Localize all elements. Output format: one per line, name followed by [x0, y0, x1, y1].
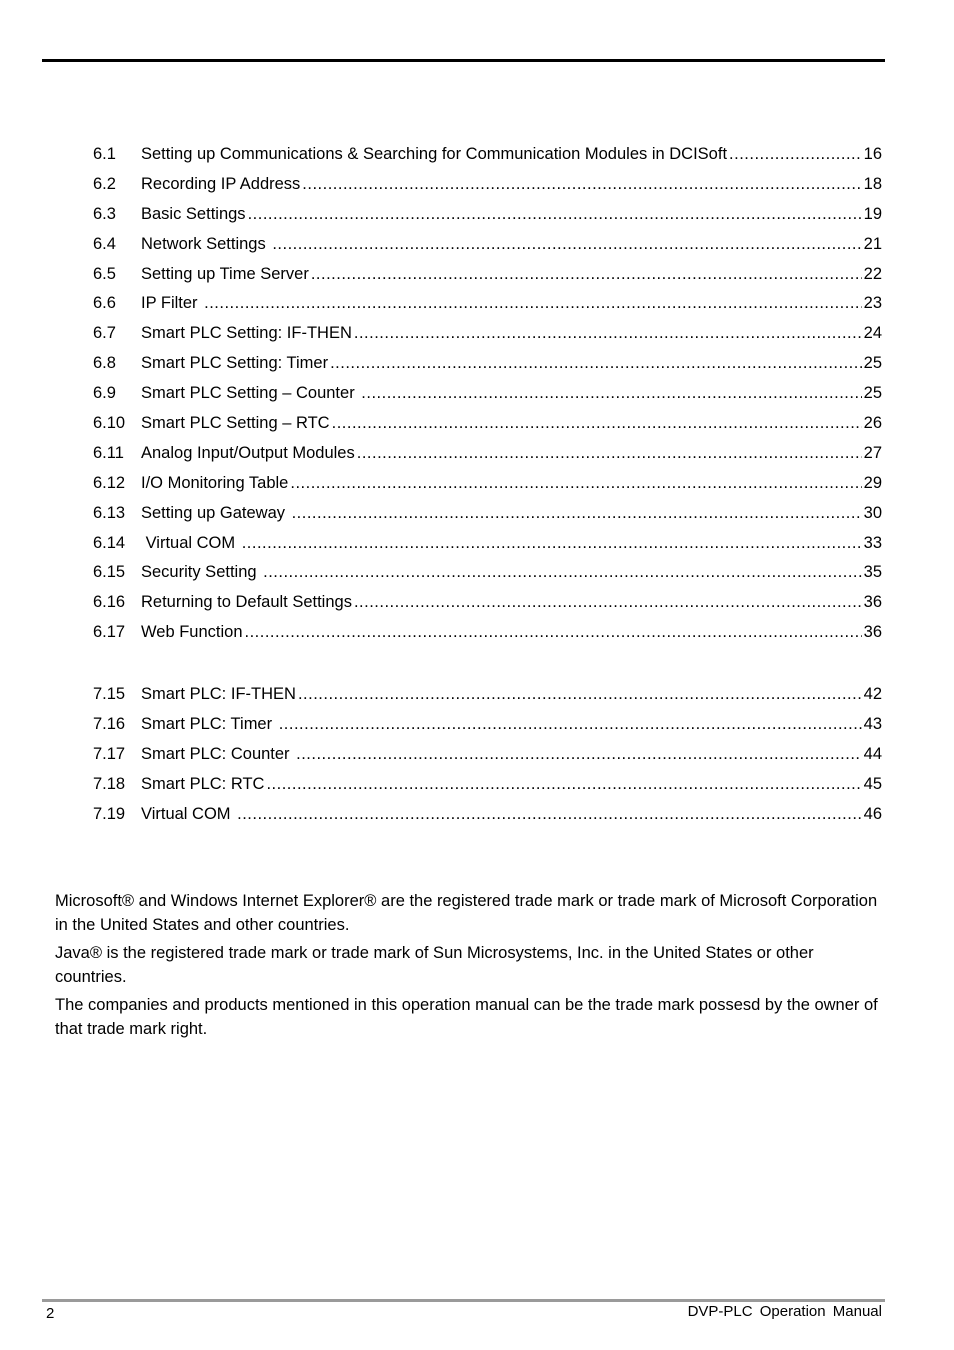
toc-entry-number: 6.13	[93, 503, 126, 522]
toc-entry-page: 29	[863, 473, 882, 492]
toc-dot-leader	[354, 592, 862, 612]
toc-entry[interactable]	[93, 774, 882, 804]
toc-entry-title: Smart PLC: IF-THEN	[141, 685, 296, 703]
toc-entry-page: 21	[863, 234, 882, 253]
toc-dot-leader	[237, 804, 862, 824]
toc-dot-leader	[354, 323, 862, 343]
toc-entry-title: Basic Settings	[141, 204, 246, 223]
toc-entry-title: Smart PLC: RTC	[141, 774, 265, 793]
toc-entry[interactable]	[93, 293, 882, 323]
toc-entry-page: 22	[863, 264, 882, 283]
toc-entry[interactable]	[93, 533, 882, 563]
trademark-notes	[55, 889, 885, 1045]
trademark-note-java: Java® is the registered trade mark or trade mark of Sun Microsystems, Inc. in the United States or other countries.	[55, 944, 814, 986]
toc-entry-number: 6.4	[93, 234, 116, 253]
toc-entry-page: 25	[863, 384, 882, 403]
toc-dot-leader	[248, 204, 862, 224]
toc-entry-title: Recording IP Address	[141, 174, 301, 193]
toc-entry-number: 6.6	[93, 294, 116, 313]
toc-entry-number: 6.3	[93, 204, 116, 223]
toc-entry-title: Setting up Time Server	[141, 264, 309, 283]
toc-dot-leader	[311, 264, 862, 284]
toc-entry-title: Setting up Gateway	[141, 503, 290, 522]
toc-dot-leader	[242, 533, 862, 553]
toc-entry-title: Network Settings	[141, 234, 271, 253]
toc-entry-page: 26	[863, 414, 882, 433]
footer-rule	[42, 1299, 885, 1302]
toc-entry[interactable]	[93, 503, 882, 533]
toc-section-7	[93, 684, 882, 833]
toc-entry[interactable]	[93, 622, 882, 652]
toc-dot-leader	[302, 174, 861, 194]
toc-dot-leader	[272, 234, 861, 254]
toc-entry-number: 6.10	[93, 414, 126, 433]
toc-entry[interactable]	[93, 353, 882, 383]
toc-entry-page: 43	[863, 714, 882, 733]
toc-entry[interactable]	[93, 174, 882, 204]
toc-entry-title: Smart PLC Setting: Timer	[141, 354, 329, 373]
toc-entry-page: 42	[863, 685, 882, 703]
toc-dot-leader	[290, 473, 861, 493]
toc-entry[interactable]	[93, 714, 882, 744]
toc-entry-number: 6.1	[93, 145, 116, 163]
toc-entry-number: 6.5	[93, 264, 116, 283]
toc-entry-title: Security Setting	[141, 563, 262, 582]
toc-entry-page: 45	[863, 774, 882, 793]
toc-entry[interactable]	[93, 684, 882, 714]
toc-dot-leader	[204, 293, 862, 313]
toc-entry-page: 24	[863, 324, 882, 343]
toc-entry-number: 6.17	[93, 623, 126, 642]
trademark-note-microsoft: Microsoft® and Windows Internet Explorer® are the registered trade mark or trade mark of Microsoft Corporation in the United States and other countries.	[55, 892, 878, 934]
toc-entry-page: 36	[863, 593, 882, 612]
toc-entry-title: Virtual COM	[141, 533, 240, 552]
toc-entry-number: 6.8	[93, 354, 116, 373]
toc-entry-title: Returning to Default Settings	[141, 593, 352, 612]
toc-entry-number: 7.18	[93, 774, 126, 793]
toc-entry-title: Setting up Communications & Searching for Communication Modules in DCISoft	[141, 145, 728, 163]
toc-entry[interactable]	[93, 264, 882, 294]
toc-dot-leader	[245, 622, 862, 642]
toc-entry[interactable]	[93, 443, 882, 473]
toc-entry-title: Analog Input/Output Modules	[141, 443, 355, 462]
toc-dot-leader	[292, 503, 862, 523]
toc-entry-page: 16	[863, 145, 882, 163]
toc-entry-page: 30	[863, 503, 882, 522]
toc-entry[interactable]	[93, 234, 882, 264]
toc-entry-number: 6.12	[93, 473, 126, 492]
toc-dot-leader	[298, 684, 862, 704]
toc-entry[interactable]	[93, 204, 882, 234]
toc-dot-leader	[330, 353, 862, 373]
toc-section-6	[93, 144, 882, 652]
toc-entry-page: 25	[863, 354, 882, 373]
toc-entry-page: 27	[863, 443, 882, 462]
toc-entry[interactable]	[93, 592, 882, 622]
toc-entry-title: Smart PLC: Timer	[141, 714, 277, 733]
toc-entry[interactable]	[93, 804, 882, 834]
toc-entry[interactable]	[93, 744, 882, 774]
toc-entry[interactable]	[93, 413, 882, 443]
header-rule	[42, 59, 885, 62]
toc-entry-title: Smart PLC Setting – Counter	[141, 384, 360, 403]
toc-entry-page: 46	[863, 804, 882, 823]
toc-dot-leader	[279, 714, 862, 734]
toc-dot-leader	[263, 562, 862, 582]
toc-dot-leader	[296, 744, 862, 764]
toc-entry-page: 33	[863, 533, 882, 552]
toc-entry-title: Virtual COM	[141, 804, 236, 823]
toc-entry-title: Smart PLC Setting: IF-THEN	[141, 324, 352, 343]
toc-dot-leader	[332, 413, 862, 433]
toc-entry-number: 6.11	[93, 443, 124, 462]
manual-title: DVP-PLC Operation Manual	[687, 1303, 882, 1320]
toc-entry-page: 18	[863, 174, 882, 193]
toc-dot-leader	[266, 774, 861, 794]
toc-entry-number: 6.9	[93, 384, 116, 403]
toc-entry-number: 6.15	[93, 563, 126, 582]
toc-dot-leader	[357, 443, 862, 463]
toc-entry-page: 23	[863, 294, 882, 313]
toc-entry-number: 6.14	[93, 533, 126, 552]
toc-dot-leader	[729, 144, 862, 164]
toc-entry-title: IP Filter	[141, 294, 203, 313]
toc-entry-number: 6.7	[93, 324, 116, 343]
toc-entry[interactable]	[93, 383, 882, 413]
trademark-note-companies: The companies and products mentioned in this operation manual can be the trade mark possesd by the owner of that trade mark right.	[55, 996, 878, 1038]
toc-dot-leader	[361, 383, 861, 403]
toc-entry-page: 44	[863, 744, 882, 763]
toc-entry-number: 6.16	[93, 593, 126, 612]
toc-entry-number: 7.17	[93, 744, 126, 763]
toc-entry-page: 35	[863, 563, 882, 582]
toc-entry-title: Smart PLC Setting – RTC	[141, 414, 330, 433]
toc-entry-number: 6.2	[93, 174, 116, 193]
toc-entry-title: Web Function	[141, 623, 243, 642]
toc-entry-number: 7.15	[93, 685, 126, 703]
toc-entry-page: 36	[863, 623, 882, 642]
toc-entry[interactable]	[93, 473, 882, 503]
toc-entry[interactable]	[93, 144, 882, 174]
toc-entry-number: 7.16	[93, 714, 126, 733]
toc-entry-title: Smart PLC: Counter	[141, 744, 295, 763]
page-number: 2	[46, 1305, 55, 1322]
toc-entry[interactable]	[93, 562, 882, 592]
toc-entry-number: 7.19	[93, 804, 126, 823]
toc-entry[interactable]	[93, 323, 882, 353]
toc-entry-title: I/O Monitoring Table	[141, 473, 289, 492]
toc-entry-page: 19	[863, 204, 882, 223]
